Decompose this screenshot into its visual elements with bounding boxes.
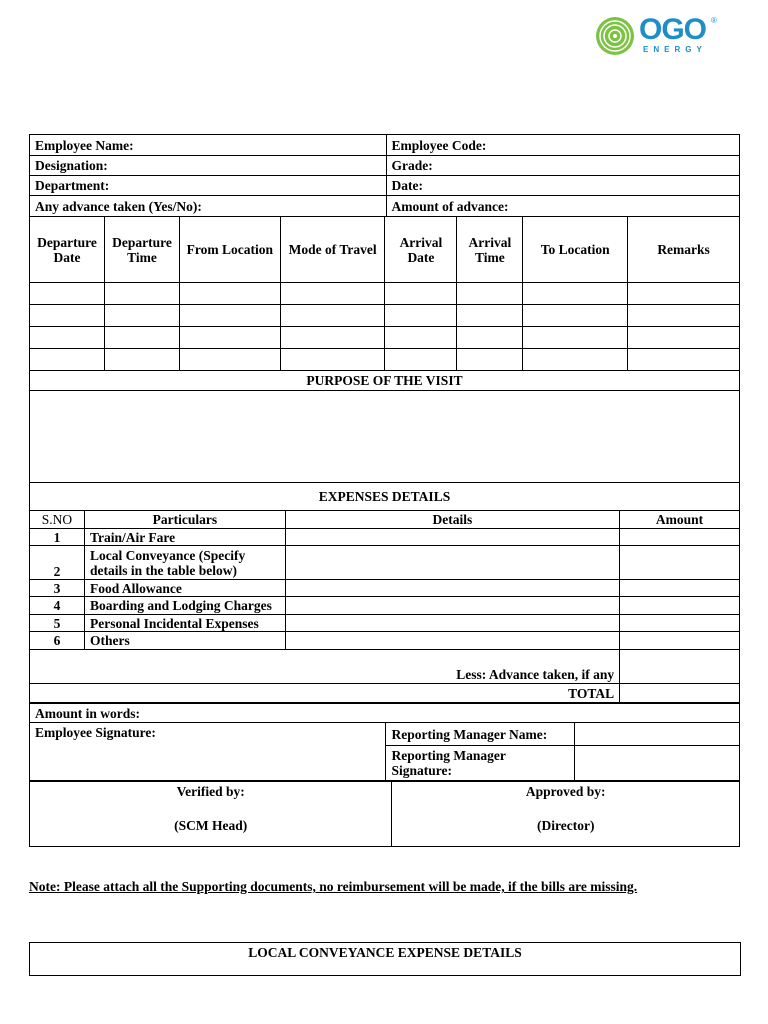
local-conveyance-heading: LOCAL CONVEYANCE EXPENSE DETAILS [248, 945, 522, 960]
table-row [30, 529, 740, 546]
approval-table [29, 781, 740, 847]
verified-by-label: Verified by: [176, 784, 245, 799]
grade-field[interactable]: Grade: [386, 156, 740, 176]
col-particulars: Particulars [84, 511, 285, 529]
company-logo [595, 14, 725, 58]
advance-taken-field[interactable]: Any advance taken (Yes/No): [30, 196, 387, 217]
table-row [30, 597, 740, 615]
col-mode-of-travel: Mode of Travel [280, 217, 385, 283]
scm-head-label: (SCM Head) [174, 818, 248, 833]
less-advance-label: Less: Advance taken, if any [30, 650, 620, 684]
row-details-cell[interactable] [285, 597, 619, 615]
table-row [30, 305, 740, 327]
row-amount-cell[interactable] [620, 580, 740, 597]
col-amount: Amount [620, 511, 740, 529]
row-sno: 4 [30, 597, 85, 615]
row-amount-cell[interactable] [620, 597, 740, 615]
travel-table [29, 216, 740, 511]
table-row [30, 615, 740, 632]
employee-info-table [29, 134, 740, 217]
employee-code-field[interactable]: Employee Code: [386, 135, 740, 156]
signature-table [29, 703, 740, 781]
row-details-cell[interactable] [285, 580, 619, 597]
col-from-location: From Location [179, 217, 280, 283]
row-sno: 1 [30, 529, 85, 546]
row-particular: Train/Air Fare [84, 529, 285, 546]
purpose-text-area[interactable] [30, 391, 740, 483]
table-row [30, 546, 740, 580]
row-amount-cell[interactable] [620, 632, 740, 650]
table-row [30, 283, 740, 305]
director-label: (Director) [537, 818, 595, 833]
date-field[interactable]: Date: [386, 176, 740, 196]
row-amount-cell[interactable] [620, 529, 740, 546]
reporting-manager-name-value[interactable] [575, 723, 740, 746]
table-row [30, 327, 740, 349]
reporting-manager-signature-value[interactable] [575, 746, 740, 781]
row-sno: 6 [30, 632, 85, 650]
verified-by-cell[interactable] [30, 782, 392, 847]
row-sno: 2 [30, 546, 85, 580]
approved-by-label: Approved by: [525, 784, 606, 799]
purpose-heading: PURPOSE OF THE VISIT [30, 371, 740, 391]
row-details-cell[interactable] [285, 529, 619, 546]
row-details-cell[interactable] [285, 632, 619, 650]
row-details-cell[interactable] [285, 546, 619, 580]
expenses-heading: EXPENSES DETAILS [30, 483, 740, 511]
reporting-manager-name-label: Reporting Manager Name: [386, 723, 575, 746]
logo-registered-mark: ® [711, 16, 717, 25]
reporting-manager-signature-label: Reporting Manager Signature: [386, 746, 575, 781]
table-row [30, 632, 740, 650]
amount-of-advance-field[interactable]: Amount of advance: [386, 196, 740, 217]
row-particular: Local Conveyance (Specify details in the table below) [84, 546, 285, 580]
total-amount[interactable] [620, 684, 740, 703]
logo-sub-text: ENERGY [643, 45, 707, 54]
col-departure-date: Departure Date [30, 217, 105, 283]
row-amount-cell[interactable] [620, 546, 740, 580]
row-sno: 5 [30, 615, 85, 632]
row-amount-cell[interactable] [620, 615, 740, 632]
col-details: Details [285, 511, 619, 529]
col-arrival-time: Arrival Time [457, 217, 523, 283]
employee-signature-field[interactable]: Employee Signature: [30, 723, 386, 781]
supporting-documents-note: Note: Please attach all the Supporting documents, no reimbursement will be made, if the bills are missing. [29, 879, 638, 894]
department-field[interactable]: Department: [30, 176, 387, 196]
row-sno: 3 [30, 580, 85, 597]
col-remarks: Remarks [628, 217, 740, 283]
less-advance-amount[interactable] [620, 650, 740, 684]
col-sno: S.NO [30, 511, 85, 529]
table-row [30, 580, 740, 597]
row-details-cell[interactable] [285, 615, 619, 632]
local-conveyance-box [29, 942, 741, 976]
row-particular: Others [84, 632, 285, 650]
expenses-table [29, 510, 740, 703]
col-departure-time: Departure Time [104, 217, 179, 283]
row-particular: Food Allowance [84, 580, 285, 597]
col-arrival-date: Arrival Date [385, 217, 457, 283]
approved-by-cell[interactable] [392, 782, 740, 847]
designation-field[interactable]: Designation: [30, 156, 387, 176]
employee-name-field[interactable]: Employee Name: [30, 135, 387, 156]
table-row [30, 349, 740, 371]
col-to-location: To Location [523, 217, 628, 283]
row-particular: Boarding and Lodging Charges [84, 597, 285, 615]
logo-brand-text: OGO [639, 13, 707, 46]
total-label: TOTAL [30, 684, 620, 703]
amount-in-words-field[interactable]: Amount in words: [30, 704, 740, 723]
row-particular: Personal Incidental Expenses [84, 615, 285, 632]
